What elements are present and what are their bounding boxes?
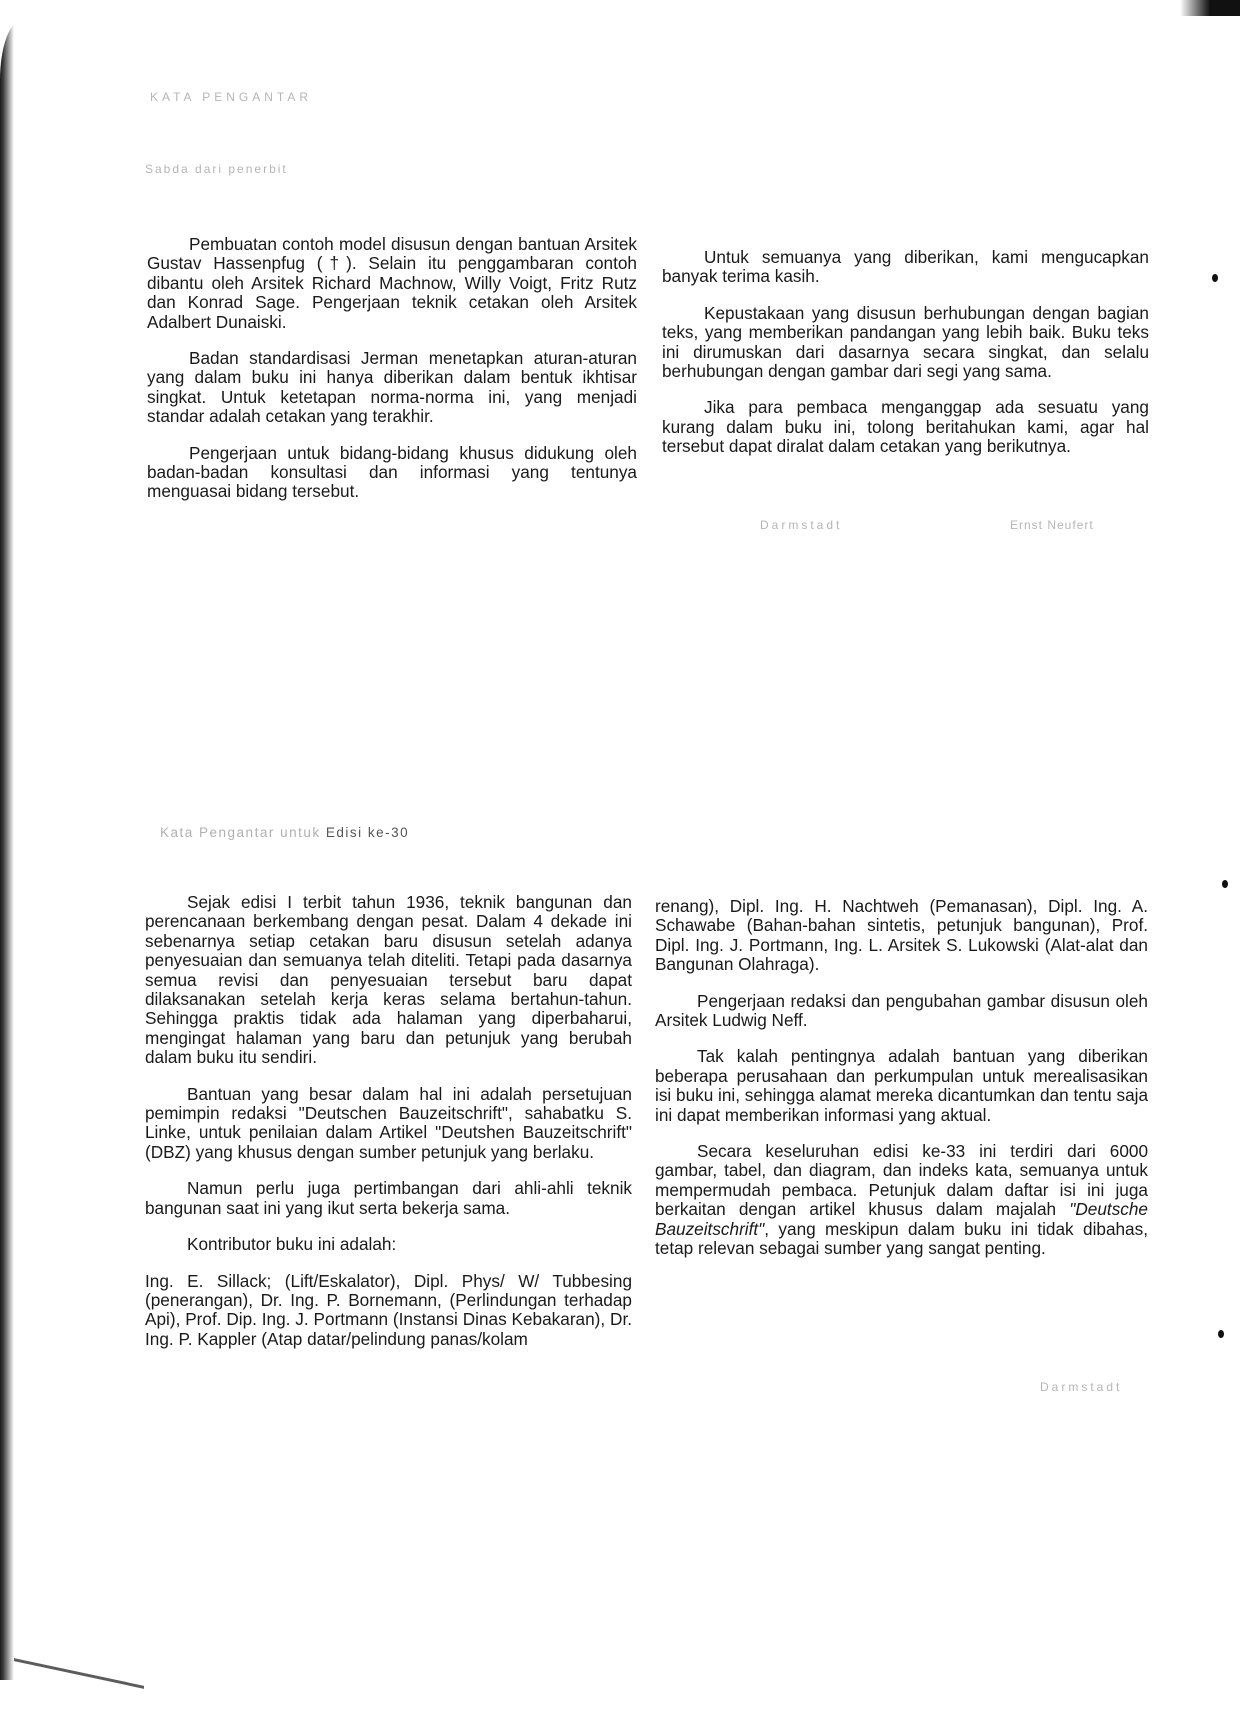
paragraph: Kepustakaan yang disusun berhubungan dengan bagian teks, yang memberikan pandangan yang lebih baik. Buku teks ini dirumuskan dari dasarnya secara singkat, dan selalu berhubungan dengan gambar dari segi yang sama. — [662, 302, 1149, 382]
final-paragraph-italic: "Deutsche Bauzeitschrift" — [655, 1199, 1148, 1239]
section2-title-faded: Kata Pengantar untuk — [160, 825, 321, 840]
paragraph: Sejak edisi I terbit tahun 1936, teknik bangunan dan perencanaan berkembang dengan pesat. Dalam 4 dekade ini sebenarnya setiap cetakan baru disusun setelah adanya penyesuaian dan semuanya telah diteliti. Tetapi pada dasarnya semua revisi dan penyesuaian tersebut baru dapat dilaksanakan setelah kerja keras selama bertahun-tahun. Sehingga praktis tidak ada halaman yang diperbaharui, mengingat halaman yang baru dan petunjuk yang berubah dalam buku itu sendiri. — [145, 892, 632, 1068]
paragraph: Untuk semuanya yang diberikan, kami mengucapkan banyak terima kasih. — [662, 247, 1149, 287]
section1-faded-heading: KATA PENGANTAR — [150, 90, 313, 104]
section2-title-edition: Edisi ke-30 — [325, 825, 410, 840]
scan-speck — [1222, 880, 1228, 888]
section2-faded-signoff: Darmstadt — [1040, 1380, 1123, 1394]
contributors-list: Ing. E. Sillack; (Lift/Eskalator), Dipl. Phys/ W/ Tubbesing (penerangan), Dr. Ing. P. Bornemann, (Perlindungan terhadap Api), Prof. Dip. Ing. J. Portmann (Instansi Dinas Kebakaran), Dr. Ing. P. Kappler (Atap datar/pelindung panas/kolam — [145, 1270, 632, 1349]
scan-corner-top-right — [1180, 0, 1240, 16]
scan-speck — [1212, 274, 1218, 282]
paragraph: Badan standardisasi Jerman menetapkan aturan-aturan yang dalam buku ini hanya diberikan dalam bentuk ikhtisar singkat. Untuk ketetapan norma-norma ini, yang menjadi standar adalah cetakan yang terakhir. — [147, 348, 637, 427]
final-paragraph-end: , yang meskipun dalam buku ini tidak dibahas, tetap relevan sebagai sumber yang sangat penting. — [655, 1218, 1148, 1259]
final-paragraph-start: Secara keseluruhan edisi ke-33 ini terdiri dari 6000 gambar, tabel, dan diagram, dan indeks kata, semuanya untuk mempermudah pembaca. Petunjuk dalam daftar isi ini juga berkaitan dengan artikel khusus dalam majalah — [655, 1141, 1148, 1220]
paragraph: Namun perlu juga pertimbangan dari ahli-ahli teknik bangunan saat ini yang ikut serta bekerja sama. — [145, 1178, 632, 1218]
section2-left-column — [145, 893, 632, 1349]
final-paragraph — [655, 1142, 1148, 1258]
contributors-list-continued: renang), Dipl. Ing. H. Nachtweh (Pemanasan), Dipl. Ing. A. Schawabe (Bahan-bahan sintetis, petunjuk bangunan), Prof. Dipl. Ing. J. Portmann, Ing. L. Arsitek S. Lukowski (Alat-alat dan Bangunan Olahraga). — [655, 896, 1148, 975]
paragraph: Jika para pembaca menganggap ada sesuatu yang kurang dalam buku ini, tolong beritahukan kami, agar hal tersebut dapat diralat dalam cetakan yang berikutnya. — [662, 397, 1149, 457]
scan-smudge-bottom-left — [14, 1658, 144, 1719]
section2-title — [160, 825, 409, 840]
scan-edge-left — [0, 20, 22, 1680]
paragraph: Pengerjaan untuk bidang-bidang khusus didukung oleh badan-badan konsultasi dan informasi yang tentunya menguasai bidang tersebut. — [147, 442, 637, 502]
section1-faded-signoff-right: Ernst Neufert — [1010, 518, 1094, 532]
paragraph: Tak kalah pentingnya adalah bantuan yang diberikan beberapa perusahaan dan perkumpulan untuk merealisasikan isi buku ini, sehingga alamat mereka dicantumkan dan tentu saja ini dapat memberikan informasi yang aktual. — [655, 1046, 1148, 1125]
scan-speck — [1218, 1330, 1224, 1338]
section2-right-column — [655, 897, 1148, 1259]
section1-faded-subheading: Sabda dari penerbit — [145, 162, 288, 176]
paragraph: Bantuan yang besar dalam hal ini adalah persetujuan pemimpin redaksi "Deutschen Bauzeitschrift", sahabatku S. Linke, untuk penilaian dalam Artikel "Deutshen Bauzeitschrift" (DBZ) yang khusus dengan sumber petunjuk yang berlaku. — [145, 1083, 632, 1162]
paragraph: Pengerjaan redaksi dan pengubahan gambar disusun oleh Arsitek Ludwig Neff. — [655, 990, 1148, 1031]
section1-right-column — [662, 248, 1149, 457]
section1-faded-signoff-left: Darmstadt — [760, 518, 843, 532]
section1-left-column — [147, 235, 637, 502]
paragraph: Pembuatan contoh model disusun dengan bantuan Arsitek Gustav Hassenpfug (†). Selain itu penggambaran contoh dibantu oleh Arsitek Richard Machnow, Willy Voigt, Fritz Rutz dan Konrad Sage. Pengerjaan teknik cetakan oleh Arsitek Adalbert Dunaiski. — [147, 234, 637, 332]
paragraph: Kontributor buku ini adalah: — [187, 1234, 397, 1255]
